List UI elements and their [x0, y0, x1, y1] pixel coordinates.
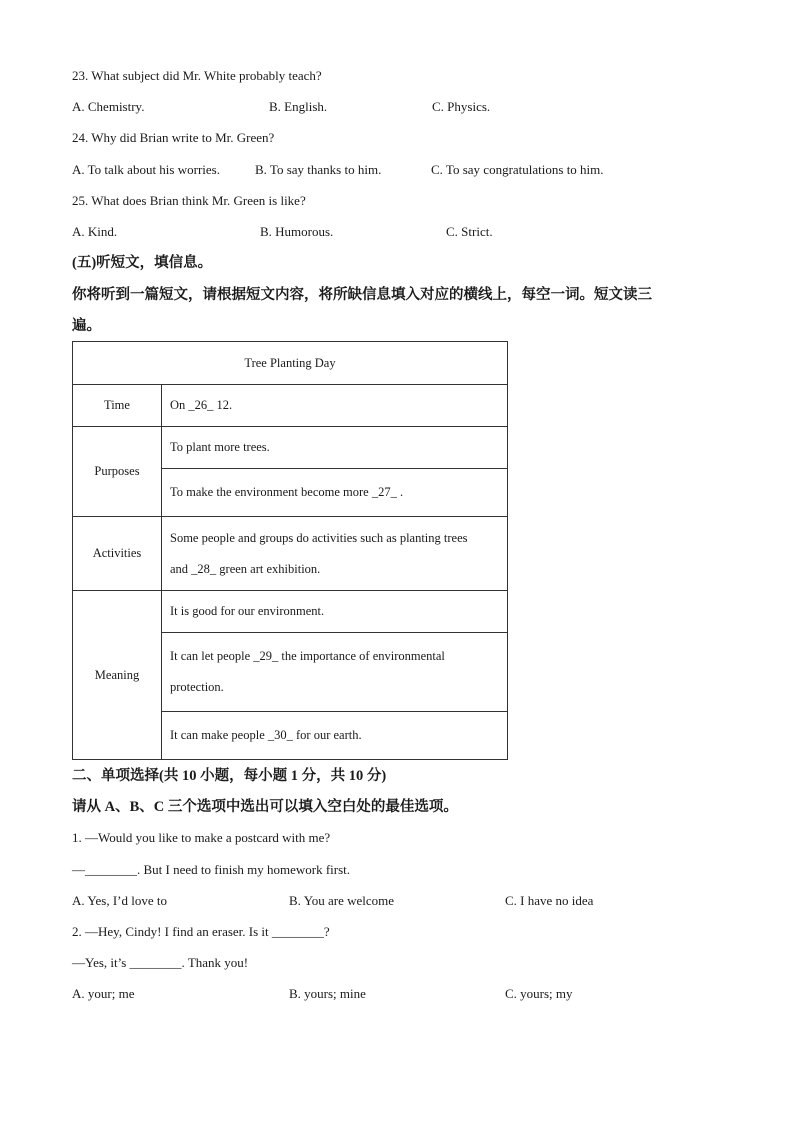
q24-option-a: A. To talk about his worries. [72, 162, 220, 177]
q24-option-c: C. To say congratulations to him. [431, 162, 604, 177]
meaning-label: Meaning [73, 591, 162, 760]
section-5-heading: (五)听短文，填信息。 [72, 255, 213, 271]
purposes-label: Purposes [73, 427, 162, 517]
table-title: Tree Planting Day [73, 342, 508, 385]
part-2-heading: 二、单项选择(共 10 小题，每小题 1 分，共 10 分) [72, 768, 387, 784]
purpose-2: To make the environment become more _27_ . [162, 469, 508, 517]
question-2: 2. —Hey, Cindy! I find an eraser. Is it ________? [72, 924, 330, 939]
q25-option-a: A. Kind. [72, 224, 118, 239]
activities-label: Activities [73, 517, 162, 591]
meaning-1: It is good for our environment. [162, 591, 508, 633]
meaning-2-cell [162, 633, 508, 712]
question-25: 25. What does Brian think Mr. Green is like? [72, 193, 306, 208]
question-2-response: —Yes, it’s ________. Thank you! [72, 955, 249, 970]
q24-option-b: B. To say thanks to him. [255, 162, 382, 177]
q23-option-c: C. Physics. [432, 99, 491, 114]
section-5-instruction: 你将听到一篇短文，请根据短文内容，将所缺信息填入对应的横线上，每空一词。短文读三 [72, 287, 652, 303]
activities-line-2: and _28_ green art exhibition. [170, 561, 321, 576]
q1-option-b: B. You are welcome [289, 893, 395, 908]
section-5-instruction-cont: 遍。 [72, 318, 101, 334]
question-24: 24. Why did Brian write to Mr. Green? [72, 130, 275, 145]
meaning-3: It can make people _30_ for our earth. [162, 712, 508, 760]
time-label: Time [73, 385, 162, 427]
purpose-1: To plant more trees. [162, 427, 508, 469]
q25-option-c: C. Strict. [446, 224, 493, 239]
q1-option-c: C. I have no idea [505, 893, 594, 908]
q23-option-a: A. Chemistry. [72, 99, 145, 114]
q2-option-b: B. yours; mine [289, 986, 366, 1001]
meaning-2-line-1: It can let people _29_ the importance of environmental [170, 649, 445, 663]
q23-option-b: B. English. [269, 99, 328, 114]
question-1: 1. —Would you like to make a postcard with me? [72, 830, 331, 845]
activities-line-1: Some people and groups do activities such as planting trees [170, 530, 468, 545]
question-1-response: —________. But I need to finish my homework first. [72, 862, 351, 877]
tree-planting-table [72, 341, 508, 760]
part-2-instruction: 请从 A、B、C 三个选项中选出可以填入空白处的最佳选项。 [72, 799, 458, 815]
activities-cell [162, 517, 508, 591]
q2-option-a: A. your; me [72, 986, 135, 1001]
q2-option-c: C. yours; my [505, 986, 573, 1001]
meaning-2-line-2: protection. [170, 680, 224, 694]
question-23: 23. What subject did Mr. White probably teach? [72, 68, 322, 83]
q25-option-b: B. Humorous. [260, 224, 334, 239]
time-value: On _26_ 12. [162, 385, 508, 427]
q1-option-a: A. Yes, I’d love to [72, 893, 167, 908]
